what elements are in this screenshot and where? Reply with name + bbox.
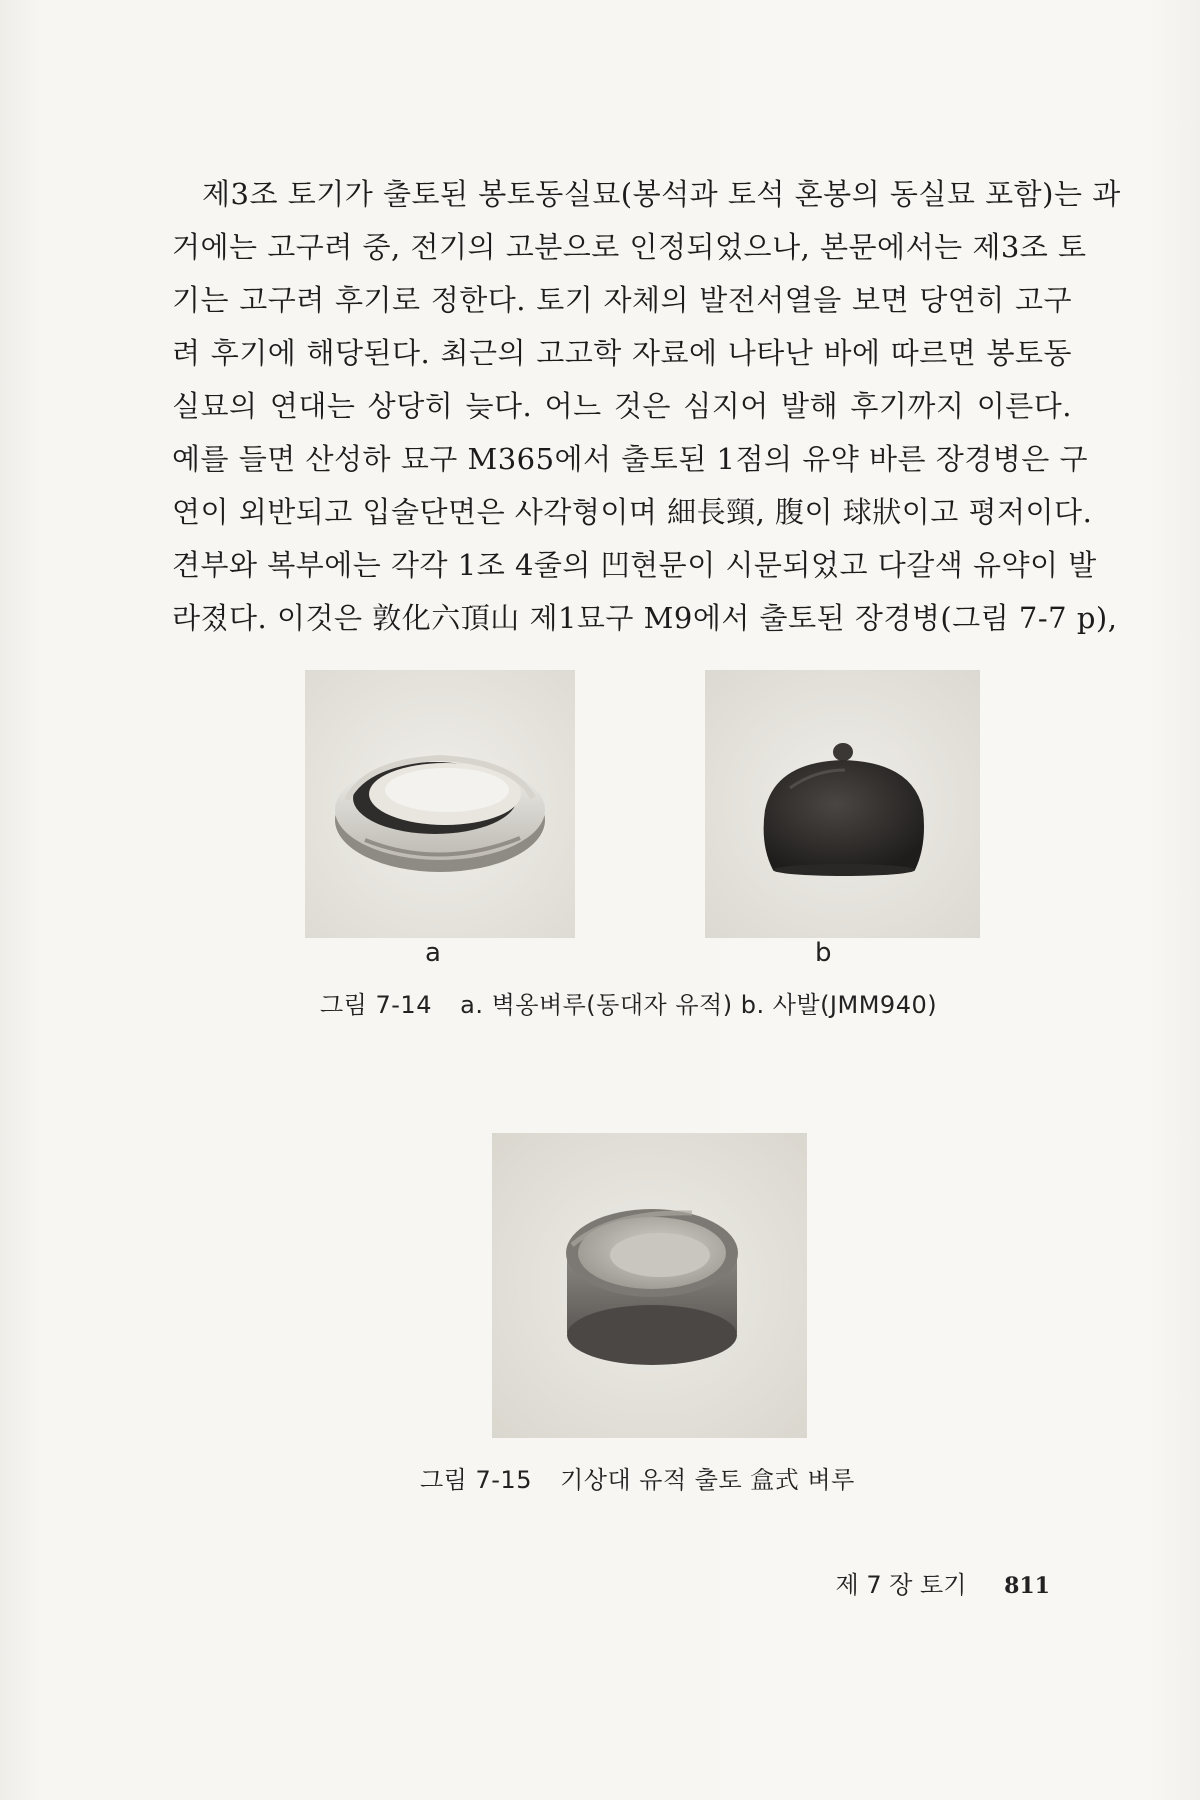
- figure-7-14-caption: [320, 985, 937, 1020]
- paragraph-line: 거에는 고구려 중, 전기의 고분으로 인정되었으나, 본문에서는 제3조 토: [172, 230, 1087, 264]
- paragraph-line: 려 후기에 해당된다. 최근의 고고학 자료에 나타난 바에 따르면 봉토동: [172, 336, 1072, 370]
- figure-number: 그림 7-14: [320, 991, 432, 1019]
- caption-text: 기상대 유적 출토 盒式 벼루: [560, 1466, 855, 1494]
- body-paragraph: [172, 168, 1121, 645]
- figure-label-b: b: [815, 938, 832, 968]
- figure-label-a: a: [425, 938, 441, 968]
- paragraph-line: 제3조 토기가 출토된 봉토동실묘(봉석과 토석 혼봉의 동실묘 포함)는 과: [202, 177, 1121, 211]
- figure-7-15-photo: [492, 1133, 807, 1438]
- paragraph-line: 실묘의 연대는 상당히 늦다. 어느 것은 심지어 발해 후기까지 이른다.: [172, 389, 1072, 423]
- bowl-jar-icon: [705, 670, 980, 938]
- ring-inkstone-icon: [305, 670, 575, 938]
- figure-7-15-caption: [420, 1460, 855, 1495]
- figure-7-14-a-photo: [305, 670, 575, 938]
- chapter-title: 제 7 장 토기: [835, 1571, 967, 1599]
- paragraph-line: 견부와 복부에는 각각 1조 4줄의 凹현문이 시문되었고 다갈색 유약이 발: [172, 548, 1097, 582]
- figure-number: 그림 7-15: [420, 1466, 532, 1494]
- paragraph-line: 연이 외반되고 입술단면은 사각형이며 細長頸, 腹이 球狀이고 평저이다.: [172, 495, 1093, 529]
- paragraph-line: 기는 고구려 후기로 정한다. 토기 자체의 발전서열을 보면 당연히 고구: [172, 283, 1072, 317]
- paragraph-line: 라졌다. 이것은 敦化六頂山 제1묘구 M9에서 출토된 장경병(그림 7-7 p),: [172, 601, 1118, 635]
- figure-7-14-b-photo: [705, 670, 980, 938]
- caption-text: a. 벽옹벼루(동대자 유적) b. 사발(JMM940): [460, 991, 938, 1019]
- page-footer: [836, 1565, 1050, 1600]
- paragraph-line: 예를 들면 산성하 묘구 M365에서 출토된 1점의 유약 바른 장경병은 구: [172, 442, 1089, 476]
- page-number: 811: [1004, 1573, 1050, 1599]
- box-inkstone-icon: [492, 1133, 807, 1438]
